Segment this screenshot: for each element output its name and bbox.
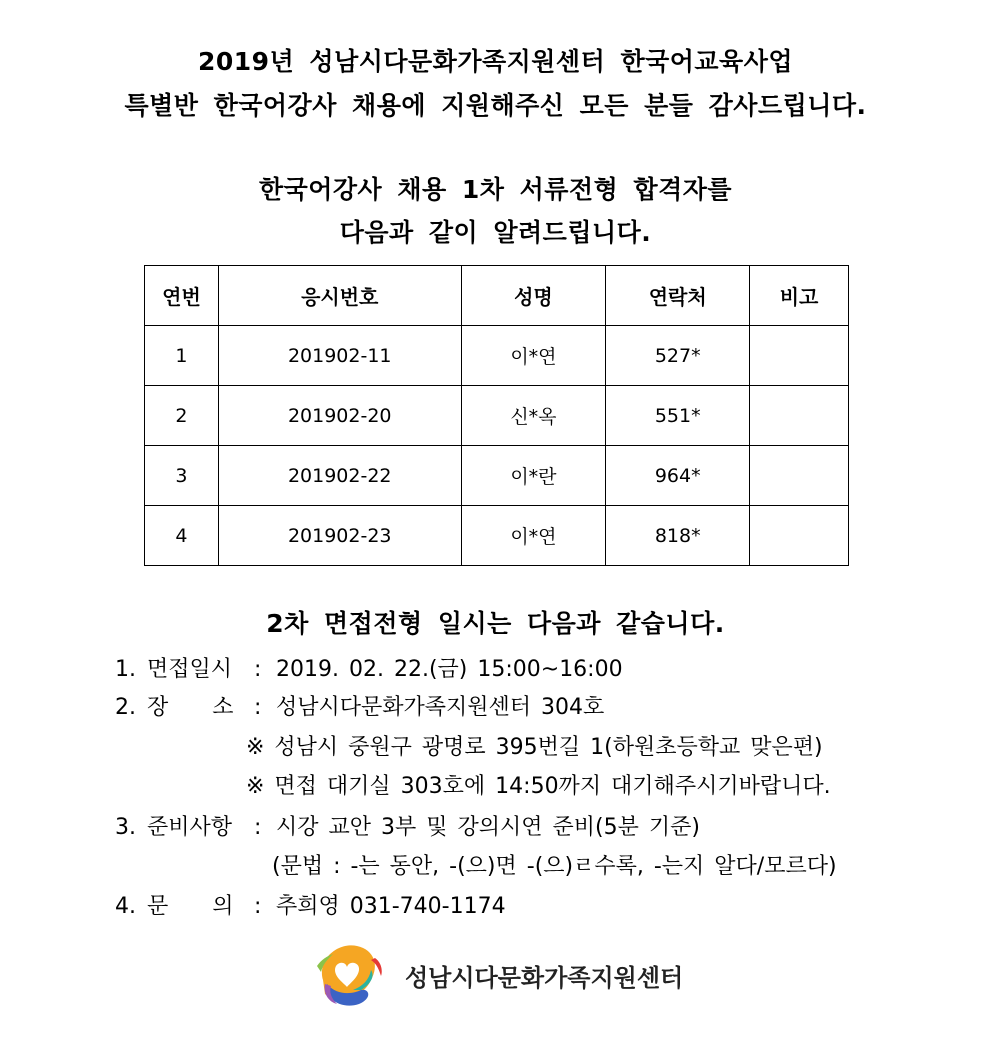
item-colon: : bbox=[254, 695, 262, 720]
place-note-address: ※ 성남시 중원구 광명로 395번길 1(하원초등학교 맞은편) bbox=[246, 735, 823, 760]
item-label: 준비사항 bbox=[147, 815, 233, 840]
cell-note bbox=[750, 326, 849, 386]
cell-name: 이*란 bbox=[461, 446, 606, 506]
table-row bbox=[145, 386, 849, 446]
interview-title: 2차 면접전형 일시는 다음과 같습니다. bbox=[266, 609, 725, 638]
interview-item-place bbox=[115, 690, 604, 721]
col-header-name: 성명 bbox=[461, 266, 606, 326]
cell-name: 이*연 bbox=[461, 326, 606, 386]
cell-name: 신*옥 bbox=[461, 386, 606, 446]
item-number: 1. bbox=[115, 657, 136, 682]
cell-exam-no: 201902-23 bbox=[218, 506, 461, 566]
item-value: 시강 교안 3부 및 강의시연 준비(5분 기준) bbox=[276, 815, 700, 840]
item-value: 2019. 02. 22.(금) 15:00~16:00 bbox=[276, 657, 623, 682]
item-number: 4. bbox=[115, 894, 136, 919]
cell-exam-no: 201902-22 bbox=[218, 446, 461, 506]
table-row bbox=[145, 506, 849, 566]
place-note-waiting-room: ※ 면접 대기실 303호에 14:50까지 대기해주시기바랍니다. bbox=[246, 774, 831, 799]
center-logo bbox=[313, 940, 713, 1010]
announcement-line-2: 다음과 같이 알려드립니다. bbox=[339, 218, 652, 247]
heading-line-1: 2019년 성남시다문화가족지원센터 한국어교육사업 bbox=[198, 47, 793, 76]
interview-item-inquiry bbox=[115, 889, 506, 920]
cell-name: 이*연 bbox=[461, 506, 606, 566]
center-name: 성남시다문화가족지원센터 bbox=[405, 964, 684, 992]
item-value: 성남시다문화가족지원센터 304호 bbox=[276, 695, 605, 720]
item-colon: : bbox=[254, 815, 262, 840]
cell-no: 3 bbox=[145, 446, 219, 506]
item-label: 문 의 bbox=[147, 894, 234, 919]
col-header-exam-no: 응시번호 bbox=[218, 266, 461, 326]
cell-no: 2 bbox=[145, 386, 219, 446]
cell-note bbox=[750, 386, 849, 446]
col-header-contact: 연락처 bbox=[606, 266, 750, 326]
cell-no: 1 bbox=[145, 326, 219, 386]
cell-no: 4 bbox=[145, 506, 219, 566]
item-colon: : bbox=[254, 894, 262, 919]
col-header-note: 비고 bbox=[750, 266, 849, 326]
table-row bbox=[145, 446, 849, 506]
interview-item-preparation bbox=[115, 810, 700, 841]
interview-item-datetime bbox=[115, 652, 623, 683]
col-header-no: 연번 bbox=[145, 266, 219, 326]
item-colon: : bbox=[254, 657, 262, 682]
item-label: 장 소 bbox=[147, 695, 234, 720]
announcement-line-1: 한국어강사 채용 1차 서류전형 합격자를 bbox=[258, 175, 733, 204]
item-value: 추희영 031-740-1174 bbox=[276, 894, 506, 919]
cell-contact: 527* bbox=[606, 326, 750, 386]
preparation-grammar-note: (문법 : -는 동안, -(으)면 -(으)ㄹ수록, -는지 알다/모르다) bbox=[272, 854, 837, 879]
table-row bbox=[145, 326, 849, 386]
passed-applicants-table bbox=[144, 265, 849, 566]
cell-contact: 818* bbox=[606, 506, 750, 566]
cell-exam-no: 201902-11 bbox=[218, 326, 461, 386]
item-number: 3. bbox=[115, 815, 136, 840]
item-label: 면접일시 bbox=[147, 657, 233, 682]
item-number: 2. bbox=[115, 695, 136, 720]
cell-exam-no: 201902-20 bbox=[218, 386, 461, 446]
table-header-row bbox=[145, 266, 849, 326]
cell-contact: 964* bbox=[606, 446, 750, 506]
heading-line-2: 특별반 한국어강사 채용에 지원해주신 모든 분들 감사드립니다. bbox=[124, 91, 867, 120]
cell-contact: 551* bbox=[606, 386, 750, 446]
center-logo-icon bbox=[313, 940, 393, 1010]
cell-note bbox=[750, 446, 849, 506]
cell-note bbox=[750, 506, 849, 566]
